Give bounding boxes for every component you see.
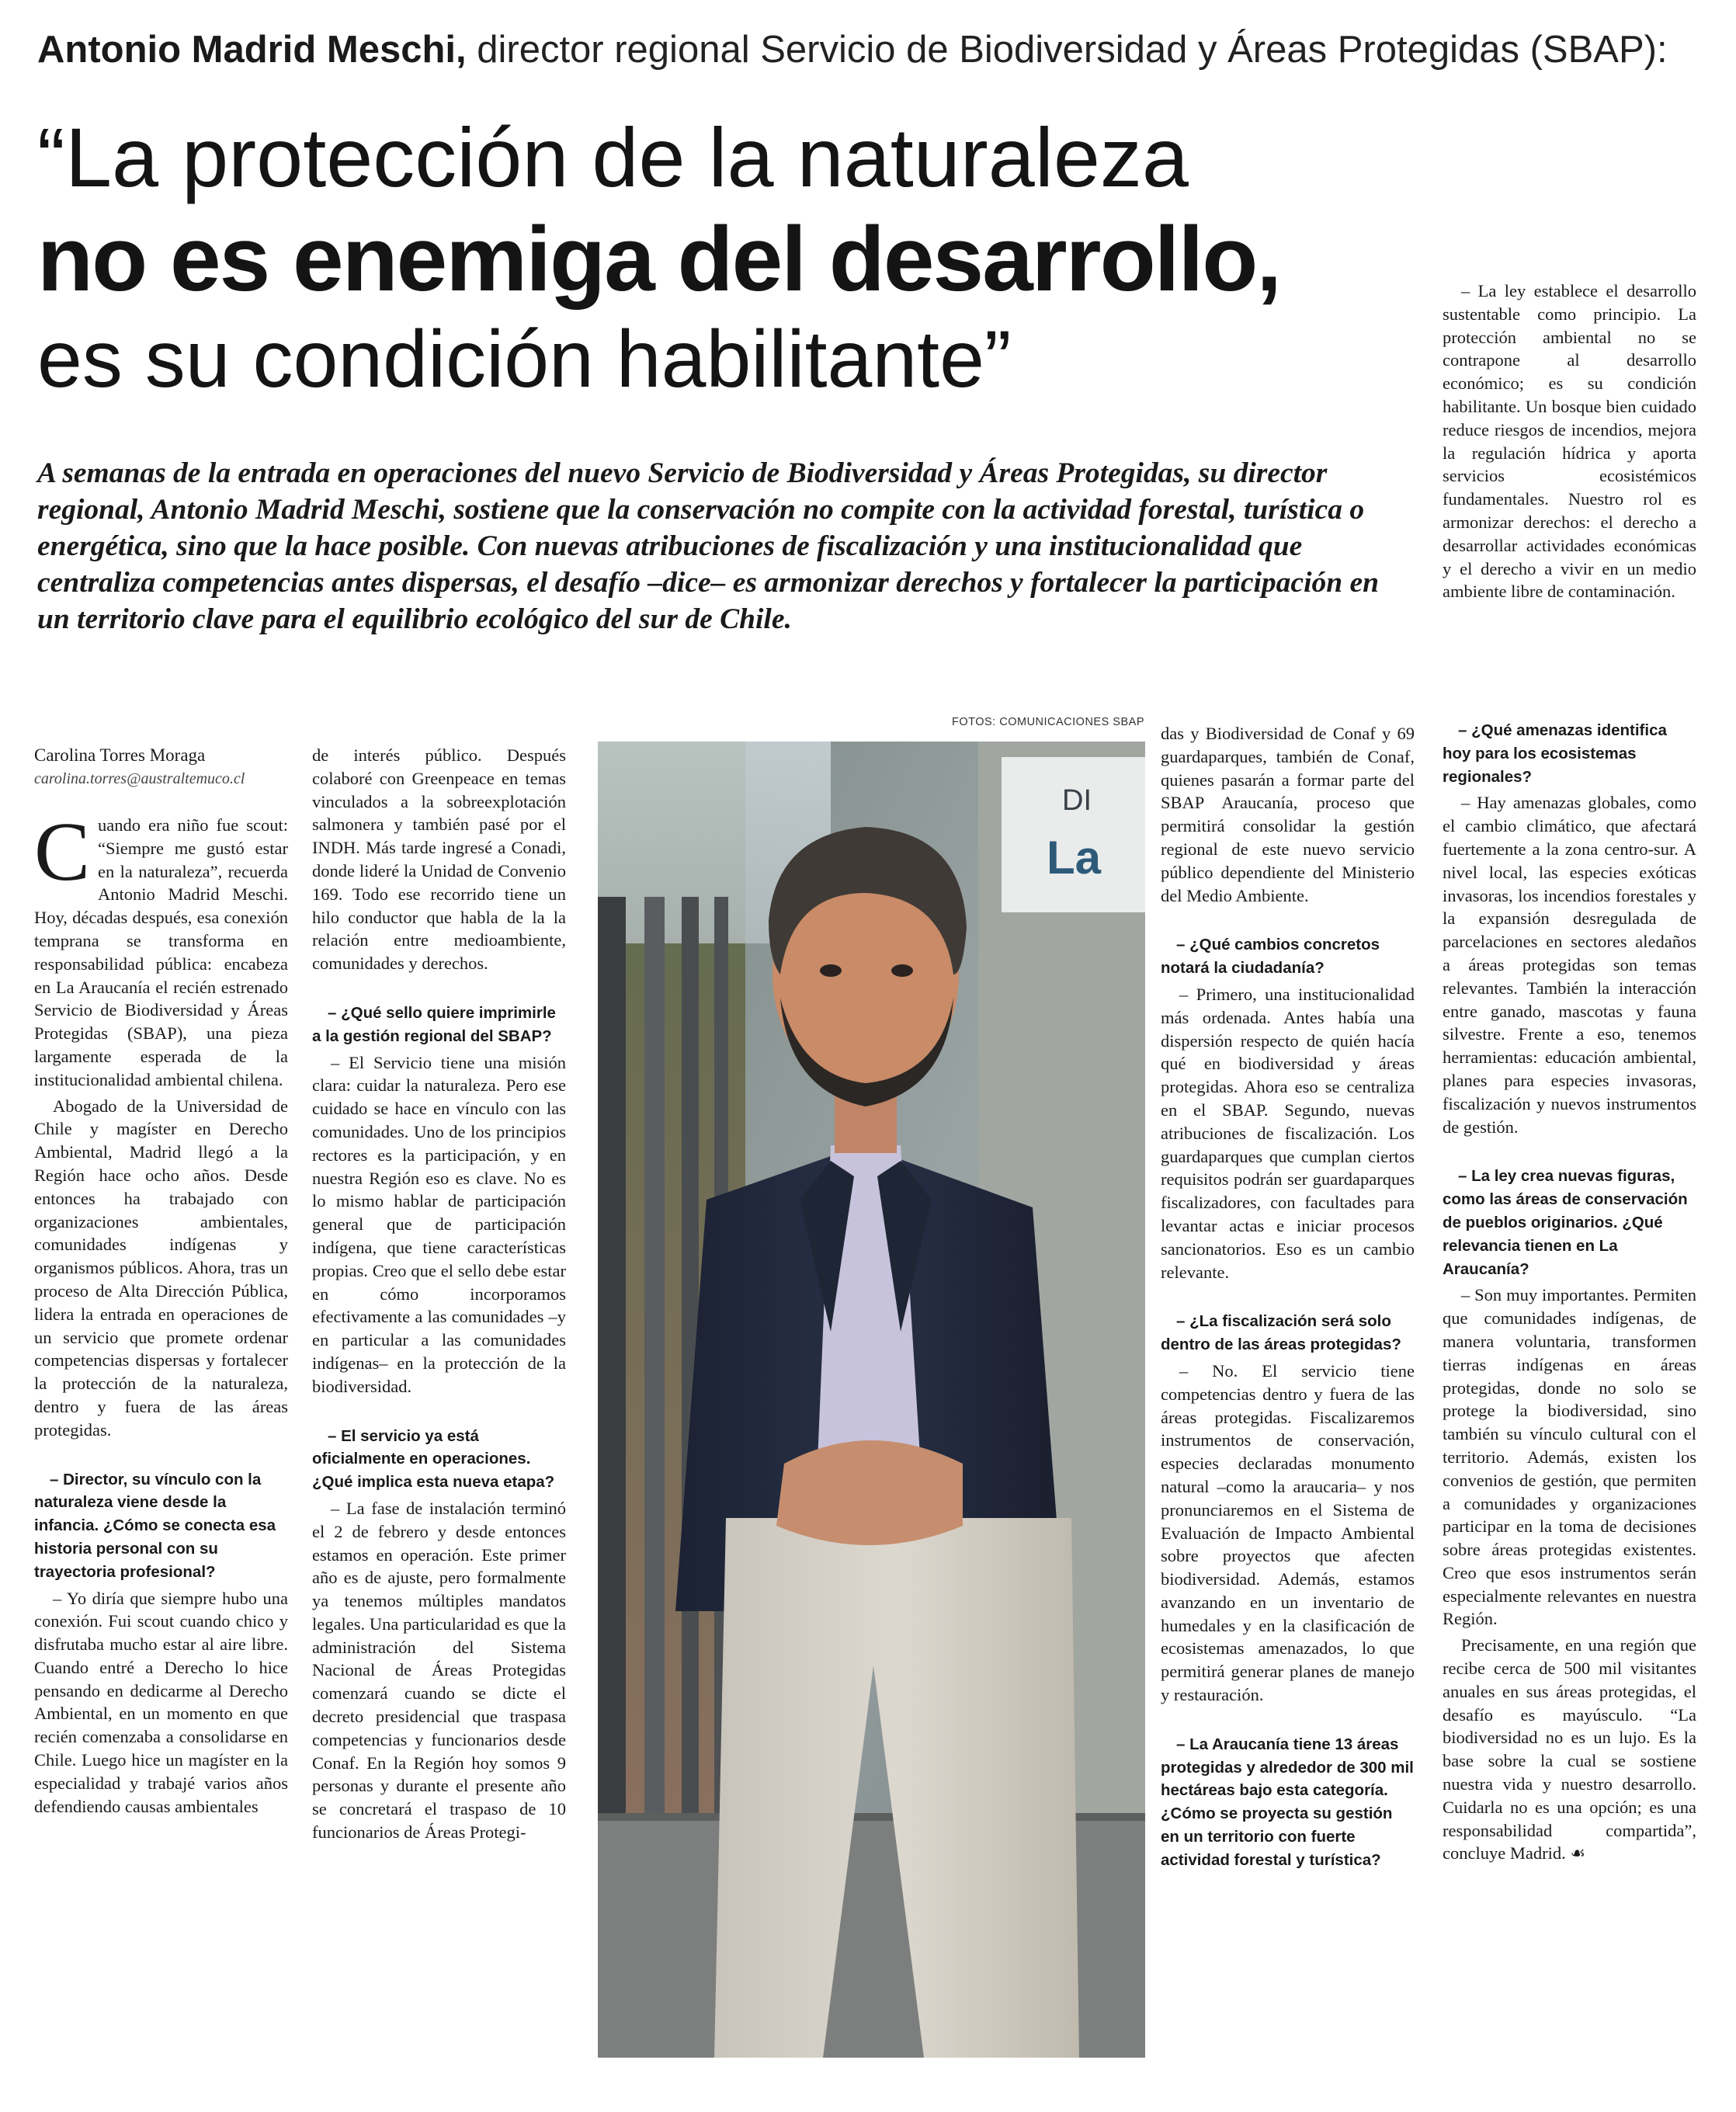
interviewee-name: Antonio Madrid Meschi, xyxy=(37,29,467,71)
answer-paragraph: – Son muy importantes. Permiten que comunidades indígenas, de manera voluntaria, transformen tierras indígenas en áreas protegidas, donde no solo se protege la biodiversidad, sino también su vínculo cultural con el territorio. Además, existen los convenios de gestión, que permiten a comunidades y organizaciones participar en la toma de decisiones sobre áreas protegidas existentes. Creo que esos instrumentos serán especialmente relevantes en nuestra Región. xyxy=(1443,1285,1696,1629)
side-column-top xyxy=(1443,280,1696,603)
question: – ¿Qué amenazas identifica hoy para los ecosistemas regionales? xyxy=(1443,721,1667,786)
answer-paragraph: – Primero, una institucionalidad más ordenada. Antes había una dispersión respecto de quién hacía qué en biodiversidad y áreas protegidas. Ahora eso se centraliza en el SBAP. Segundo, nuevas atribuciones de fiscalización. Los guardaparques que cumplan ciertos requisitos podrán ser guardaparques fiscalizadores, con facultades para levantar actas e iniciar procesos sancionatorios. Eso es un cambio relevante. xyxy=(1161,984,1415,1282)
photo-credit: FOTOS: COMUNICACIONES SBAP xyxy=(952,716,1144,728)
headline-line-3: es su condición habilitante” xyxy=(37,314,1012,405)
answer-paragraph: – Hay amenazas globales, como el cambio climático, que afectará fuertemente a la zona centro-sur. A nivel local, las especies exóticas invasoras, los incendios forestales y la expansión desregulada de parcelaciones en sectores aledaños a áreas protegidas son temas relevantes. También la interacción entre ganado, mascotas y fauna silvestre. Frente a eso, tenemos herramientas: educación ambiental, planes para especies invasoras, fiscalización y nuevos instrumentos de gestión. xyxy=(1443,793,1696,1137)
kicker xyxy=(37,26,1668,73)
answer-paragraph: – Yo diría que siempre hubo una conexión. Fui scout cuando chico y disfrutaba mucho estar al aire libre. Cuando entré a Derecho lo hice pensando en dedicarme al Derecho Ambiental, en un momento en que recién comenzaba a consolidarse en Chile. Luego hice un magíster en la especialidad y trabajé varios años defendiendo causas ambientales xyxy=(34,1588,288,1816)
portrait-photo xyxy=(598,742,1145,2058)
question: – El servicio ya está oficialmente en operaciones. ¿Qué implica esta nueva etapa? xyxy=(312,1426,555,1492)
headline-line-1: “La protección de la naturaleza xyxy=(37,110,1189,204)
portrait-illustration xyxy=(598,742,1145,2058)
body-paragraph: de interés público. Después colaboré con Greenpeace en temas vinculados a la sobreexplotación salmonera y también pasé por el INDH. Más tarde ingresé a Conadi, donde lideré la Unidad de Convenio 169. Todo ese recorrido tiene un hilo conductor que habla de la la relación entre medioambiente, comunidades y derechos. xyxy=(312,745,566,974)
question: – Director, su vínculo con la naturaleza viene desde la infancia. ¿Cómo se conecta esa historia personal con su trayectoria profesional? xyxy=(34,1470,276,1581)
closing-paragraph xyxy=(1443,1634,1696,1866)
column-4 xyxy=(1443,719,1696,1869)
closing-text: Precisamente, en una región que recibe cerca de 500 mil visitantes anuales en sus áreas protegidas, el desafío es mayúsculo. “La biodiversidad no es un lujo. Es la base sobre la cual se sostiene nuestra vida y nuestro desarrollo. Cuidarla no es una opción; es una responsabilidad compartida”, concluye Madrid. xyxy=(1443,1635,1696,1864)
column-1 xyxy=(34,744,288,1821)
intro-text: uando era niño fue scout: “Siempre me gustó estar en la naturaleza”, recuerda Antonio Madrid Meschi. Hoy, décadas después, esa conexión temprana se transforma en responsabilidad pública: encabeza en La Araucanía el recién estrenado Servicio de Biodiversidad y Áreas Protegidas (SBAP), una pieza largamente esperada de la institucionalidad ambiental chilena. xyxy=(34,815,288,1089)
interviewee-role: director regional Servicio de Biodiversidad y Áreas Protegidas (SBAP): xyxy=(466,29,1668,71)
question: – La ley crea nuevas figuras, como las áreas de conservación de pueblos originarios. ¿Qué relevancia tienen en La Araucanía? xyxy=(1443,1167,1688,1278)
body-paragraph: Abogado de la Universidad de Chile y magíster en Derecho Ambiental, Madrid llegó a la Región hace ocho años. Desde entonces ha trabajado con organizaciones ambientales, comunidades indígenas y organismos públicos. Ahora, tras un proceso de Alta Dirección Pública, lidera la entrada en operaciones de un servicio que promete ordenar competencias dispersas y fortalecer la protección de la naturaleza, dentro y fuera de las áreas protegidas. xyxy=(34,1096,288,1440)
body-paragraph xyxy=(34,806,288,1092)
question: – La Araucanía tiene 13 áreas protegidas y alrededor de 300 mil hectáreas bajo esta categoría. ¿Cómo se proyecta su gestión en un territorio con fuerte actividad forestal y turística? xyxy=(1161,1735,1414,1869)
lead-paragraph: A semanas de la entrada en operaciones del nuevo Servicio de Biodiversidad y Áreas Protegidas, su director regional, Antonio Madrid Meschi, sostiene que la conservación no compite con la actividad forestal, turística o energética, sino que la hace posible. Con nuevas atribuciones de fiscalización y una institucionalidad que centraliza competencias antes dispersas, el desafío –dice– es armonizar derechos y fortalecer la participación en un territorio clave para el equilibrio ecológico del sur de Chile. xyxy=(37,457,1379,635)
byline-author: Carolina Torres Moraga xyxy=(34,745,206,765)
body-paragraph: das y Biodiversidad de Conaf y 69 guardaparques, también de Conaf, quienes pasarán a formar parte del SBAP Araucanía, proceso que permitirá consolidar la gestión regional de este nuevo servicio público dependiente del Ministerio del Medio Ambiente. xyxy=(1161,724,1415,905)
answer-paragraph: – No. El servicio tiene competencias dentro y fuera de las áreas protegidas. Fiscalizaremos instrumentos de conservación, especies declaradas monumento natural –como la araucaria– y nos pronunciaremos en el Sistema de Evaluación de Impacto Ambiental sobre proyectos que afecten biodiversidad. Además, estamos avanzando en un inventario de humedales y en la clasificación de ecosistemas amenazados, lo que permitirá generar planes de manejo y restauración. xyxy=(1161,1360,1415,1705)
question: – ¿Qué sello quiere imprimirle a la gestión regional del SBAP? xyxy=(312,1003,556,1045)
answer-paragraph: – La fase de instalación terminó el 2 de febrero y desde entonces estamos en operación. Este primer año es de ajuste, pero formalmente ya tenemos múltiples mandatos legales. Una particularidad es que la administración del Sistema Nacional de Áreas Protegidas comenzará cuando se dicte el decreto presidencial que traspasa competencias y funcionarios desde Conaf. En la Región hoy somos 9 personas y durante el presente año se concretará el traspaso de 10 funcionarios de Áreas Protegi- xyxy=(312,1498,566,1843)
dropcap: C xyxy=(34,806,91,898)
sign-text-top: DI xyxy=(1062,784,1092,817)
column-3 xyxy=(1161,722,1415,1875)
question: – ¿La fiscalización será solo dentro de las áreas protegidas? xyxy=(1161,1312,1401,1354)
question: – ¿Qué cambios concretos notará la ciudadanía? xyxy=(1161,936,1380,978)
headline-line-2: no es enemiga del desarrollo, xyxy=(37,208,1281,311)
sign-text-bottom: La xyxy=(1047,832,1102,884)
answer-paragraph: – El Servicio tiene una misión clara: cuidar la naturaleza. Pero ese cuidado se hace en vínculo con las comunidades. Uno de los principios rectores es la participación, y en nuestra Región eso es clave. No es lo mismo hablar de participación general que de participación indígena, que tiene características propias. Creo que el sello debe estar en cómo incorporamos efectivamente a las comunidades –y en particular a las comunidades indígenas– en la protección de la biodiversidad. xyxy=(312,1052,566,1396)
byline-email: carolina.torres@australtemuco.cl xyxy=(34,770,245,787)
column-2 xyxy=(312,744,566,1847)
answer-paragraph: – La ley establece el desarrollo sustentable como principio. La protección ambiental no se contrapone al desarrollo económico; es su condición habilitante. Un bosque bien cuidado reduce riesgos de incendios, mejora la regulación hídrica y aporta servicios ecosistémicos fundamentales. Nuestro rol es armonizar derechos: el derecho a desarrollar actividades económicas y el derecho a vivir en un medio ambiente libre de contaminación. xyxy=(1443,281,1696,602)
end-mark-icon: ☙ xyxy=(1570,1844,1586,1864)
